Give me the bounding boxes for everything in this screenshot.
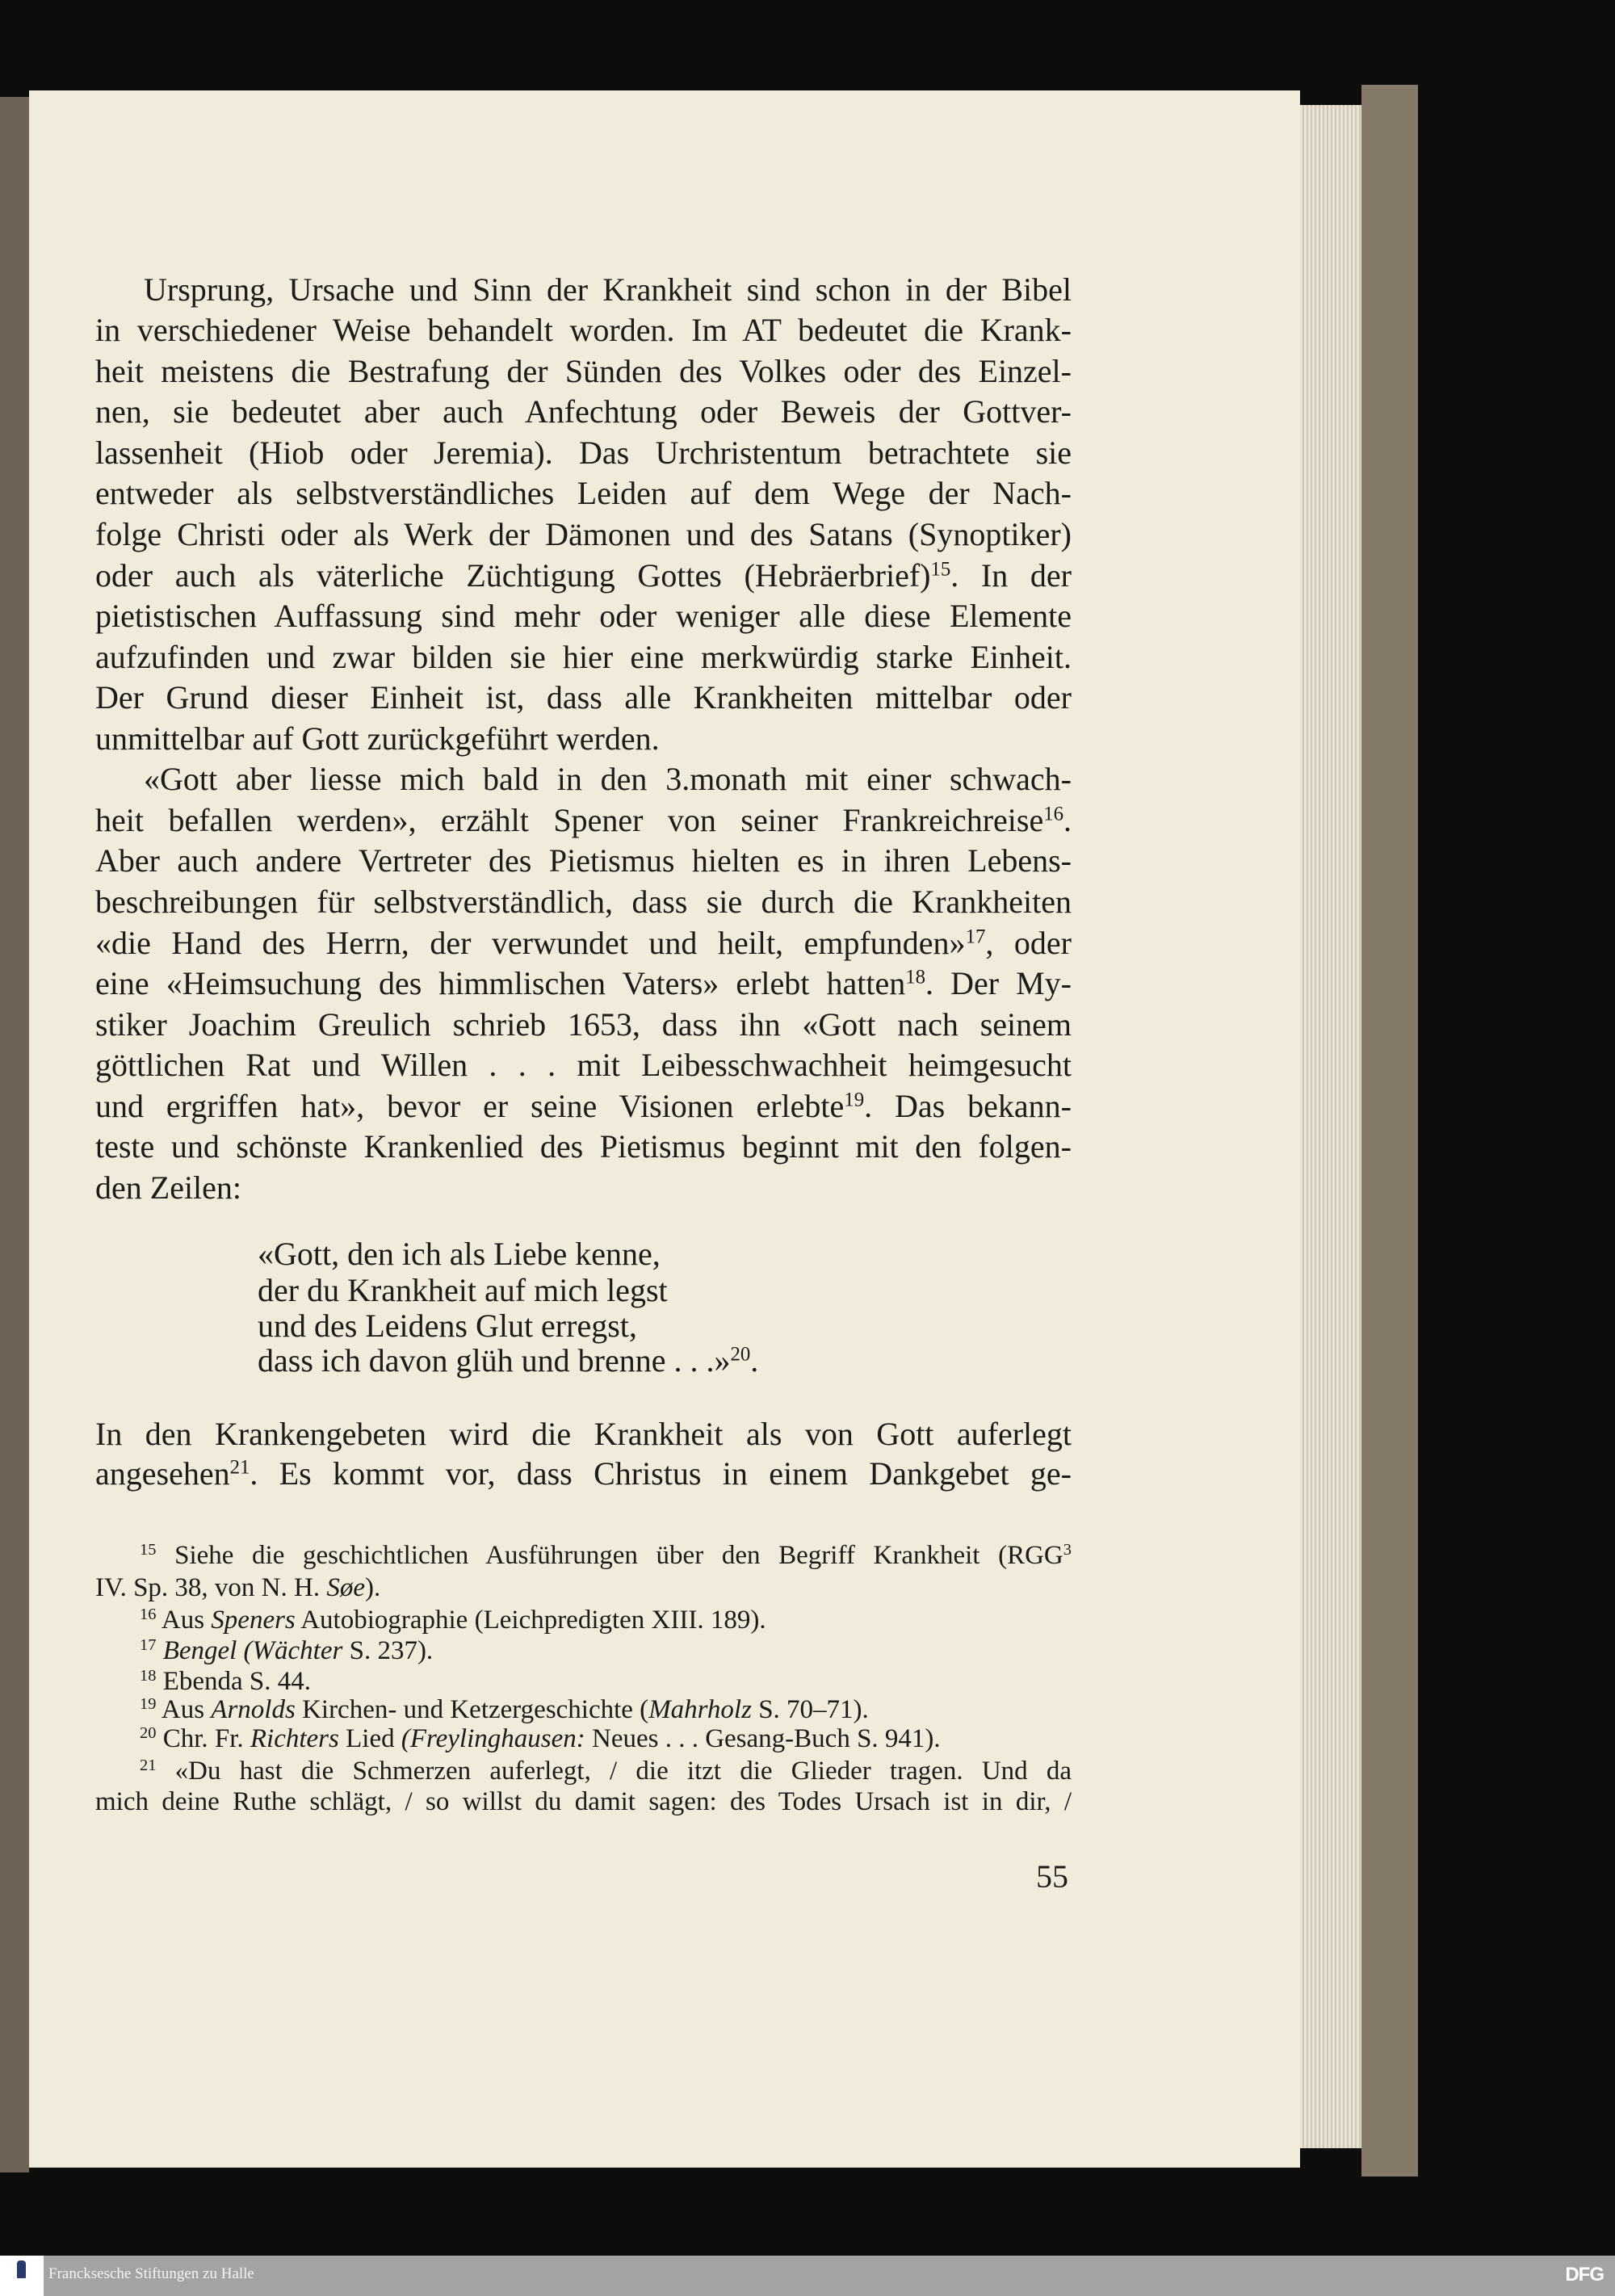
text-line — [95, 719, 1072, 759]
text-line — [95, 923, 1072, 963]
text-segment: . — [750, 1342, 759, 1379]
footnote-marker: 21 — [140, 1756, 157, 1774]
text-segment: teste und schönste Krankenlied des Pietismus beginnt mit den folgen- — [95, 1128, 1072, 1165]
text-segment: angesehen — [95, 1455, 230, 1492]
text-segment: . Es kommt vor, dass Christus in einem Dankgebet ge- — [250, 1455, 1072, 1492]
text-line — [95, 1045, 1072, 1085]
text-segment: Aus — [156, 1606, 212, 1635]
footnote-line — [95, 1786, 1072, 1818]
text-segment: S. 237). — [342, 1636, 434, 1665]
book-cover-left — [0, 97, 29, 2172]
text-line — [95, 759, 1072, 800]
footnote-line — [95, 1755, 1072, 1787]
text-line — [95, 514, 1072, 555]
text-segment: nen, sie bedeutet aber auch Anfechtung oder Beweis der Gottver- — [95, 393, 1072, 430]
text-segment: . Das bekann- — [864, 1088, 1072, 1124]
text-segment: Richters — [250, 1724, 339, 1753]
text-segment: S. 70–71). — [751, 1695, 869, 1724]
text-line — [95, 1414, 1072, 1454]
text-line — [95, 556, 1072, 596]
text-line — [258, 1270, 984, 1311]
text-segment: Lied — [338, 1724, 401, 1753]
footnote-line — [95, 1572, 1072, 1604]
text-line — [258, 1341, 984, 1381]
text-segment: Aus — [156, 1695, 212, 1724]
text-segment: und ergriffen hat», bevor er seine Visionen erlebte — [95, 1088, 845, 1124]
text-segment: Kirchen- und Ketzergeschichte ( — [295, 1695, 649, 1724]
text-segment: pietistischen Auffassung sind mehr oder weniger alle diese Elemente — [95, 598, 1072, 634]
text-line — [258, 1234, 984, 1274]
page-edges — [1300, 105, 1361, 2148]
text-line — [95, 310, 1072, 350]
text-segment: Speners — [211, 1606, 296, 1635]
footnote-marker: 19 — [844, 1089, 865, 1111]
text-segment: Mahrholz — [648, 1695, 752, 1724]
footnote-marker: 21 — [229, 1456, 250, 1479]
page-number: 55 — [1036, 1858, 1068, 1895]
footnote-marker: 19 — [140, 1694, 157, 1713]
footnote-marker: 20 — [730, 1343, 751, 1366]
text-segment: unmittelbar auf Gott zurückgeführt werden. — [95, 720, 660, 757]
text-segment: . In der — [950, 557, 1072, 594]
text-segment: stiker Joachim Greulich schrieb 1653, dass ihn «Gott nach seinem — [95, 1006, 1072, 1043]
text-line — [95, 678, 1072, 718]
text-segment — [156, 1636, 162, 1665]
text-line — [95, 637, 1072, 678]
text-segment: Autobiographie (Leichpredigten XIII. 189). — [295, 1606, 766, 1635]
text-segment: folge Christi oder als Werk der Dämonen und des Satans (Synoptiker) — [95, 516, 1072, 552]
text-segment: und des Leidens Glut erregst, — [258, 1308, 637, 1344]
text-segment: Arnolds — [211, 1695, 296, 1724]
text-segment: Ursprung, Ursache und Sinn der Krankheit sind schon in der Bibel — [144, 271, 1072, 308]
text-segment: lassenheit (Hiob oder Jeremia). Das Urchristentum betrachtete sie — [95, 434, 1072, 471]
text-segment: Der Grund dieser Einheit ist, dass alle Krankheiten mittelbar oder — [95, 679, 1072, 716]
text-segment: aufzufinden und zwar bilden sie hier eine merkwürdig starke Einheit. — [95, 639, 1072, 675]
text-segment: der du Krankheit auf mich legst — [258, 1272, 668, 1308]
footnote-line — [95, 1665, 1072, 1698]
text-line — [95, 1086, 1072, 1127]
text-segment: Siehe die geschichtlichen Ausführungen über den Begriff Krankheit (RGG — [156, 1541, 1063, 1570]
text-line — [95, 433, 1072, 473]
footnote-marker: 20 — [140, 1723, 157, 1742]
text-line — [95, 351, 1072, 392]
text-segment: IV. Sp. 38, von N. H. — [95, 1573, 327, 1602]
text-segment: oder auch als väterliche Züchtigung Gottes (Hebräerbrief) — [95, 557, 931, 594]
text-line — [95, 841, 1072, 881]
text-segment: heit meistens die Bestrafung der Sünden des Volkes oder des Einzel- — [95, 353, 1072, 389]
dfg-logo[interactable]: DFG — [1565, 2264, 1604, 2286]
text-segment: Bengel (Wächter — [162, 1636, 343, 1665]
text-segment: (Freylinghausen: — [401, 1724, 585, 1753]
text-segment: «Du hast die Schmerzen auferlegt, / die itzt die Glieder tragen. Und da — [156, 1757, 1072, 1786]
text-segment: «die Hand des Herrn, der verwundet und heilt, empfunden» — [95, 925, 966, 961]
text-line — [95, 473, 1072, 514]
text-line — [95, 882, 1072, 922]
text-segment: . — [1063, 802, 1072, 838]
text-segment: Ebenda S. 44. — [156, 1667, 311, 1696]
text-segment: mich deine Ruthe schlägt, / so willst du damit sagen: des Todes Ursach ist in dir, / — [95, 1787, 1072, 1816]
text-segment: entweder als selbstverständliches Leiden auf dem Wege der Nach- — [95, 475, 1072, 511]
text-line — [95, 963, 1072, 1004]
text-segment: «Gott, den ich als Liebe kenne, — [258, 1236, 661, 1272]
footnote-marker: 15 — [140, 1540, 157, 1559]
book-cover-right — [1361, 85, 1418, 2176]
institution-logo[interactable] — [0, 2256, 44, 2296]
footer-bar — [0, 2256, 1615, 2296]
text-segment: In den Krankengebeten wird die Krankheit als von Gott auferlegt — [95, 1416, 1072, 1452]
text-segment: ). — [365, 1573, 381, 1602]
text-segment: Neues . . . Gesang-Buch S. 941). — [585, 1724, 941, 1753]
text-segment: beschreibungen für selbstverständlich, dass sie durch die Krankheiten — [95, 884, 1072, 920]
footnote-line — [95, 1539, 1072, 1572]
text-segment: , oder — [985, 925, 1072, 961]
text-segment: «Gott aber liesse mich bald in den 3.monath mit einer schwach- — [144, 761, 1072, 797]
text-segment: Aber auch andere Vertreter des Pietismus hielten es in ihren Lebens- — [95, 842, 1072, 879]
text-line — [95, 1005, 1072, 1045]
text-segment: dass ich davon glüh und brenne . . .» — [258, 1342, 731, 1379]
text-segment: heit befallen werden», erzählt Spener von seiner Frankreichreise — [95, 802, 1044, 838]
institution-name[interactable]: Francksesche Stiftungen zu Halle — [48, 2265, 254, 2282]
text-segment: in verschiedener Weise behandelt worden. Im AT bedeutet die Krank- — [95, 312, 1072, 348]
text-segment: göttlichen Rat und Willen . . . mit Leibesschwachheit heimgesucht — [95, 1047, 1072, 1083]
text-line — [95, 392, 1072, 432]
text-segment: . Der My- — [925, 965, 1072, 1001]
footnote-marker: 15 — [930, 558, 951, 581]
text-line — [95, 1454, 1072, 1494]
footnote-marker: 3 — [1063, 1540, 1072, 1559]
text-line — [95, 800, 1072, 841]
footnote-marker: 18 — [140, 1666, 157, 1685]
footnote-marker: 18 — [905, 966, 926, 988]
footnote-line — [95, 1604, 1072, 1636]
text-segment: Søe — [326, 1573, 365, 1602]
text-segment: den Zeilen: — [95, 1169, 242, 1206]
text-line — [95, 596, 1072, 636]
text-segment: eine «Heimsuchung des himmlischen Vaters» erlebt hatten — [95, 965, 906, 1001]
footnote-line — [95, 1723, 1072, 1755]
logo-figure-icon — [17, 2260, 26, 2278]
footnote-marker: 17 — [965, 926, 986, 948]
text-line — [95, 1168, 1072, 1208]
footnote-marker: 17 — [140, 1635, 157, 1654]
footnote-marker: 16 — [1043, 803, 1063, 825]
footnote-line — [95, 1694, 1072, 1726]
footnote-marker: 16 — [140, 1605, 157, 1623]
text-segment: Chr. Fr. — [156, 1724, 250, 1753]
footnote-line — [95, 1635, 1072, 1667]
text-line — [95, 270, 1072, 310]
text-line — [95, 1127, 1072, 1167]
